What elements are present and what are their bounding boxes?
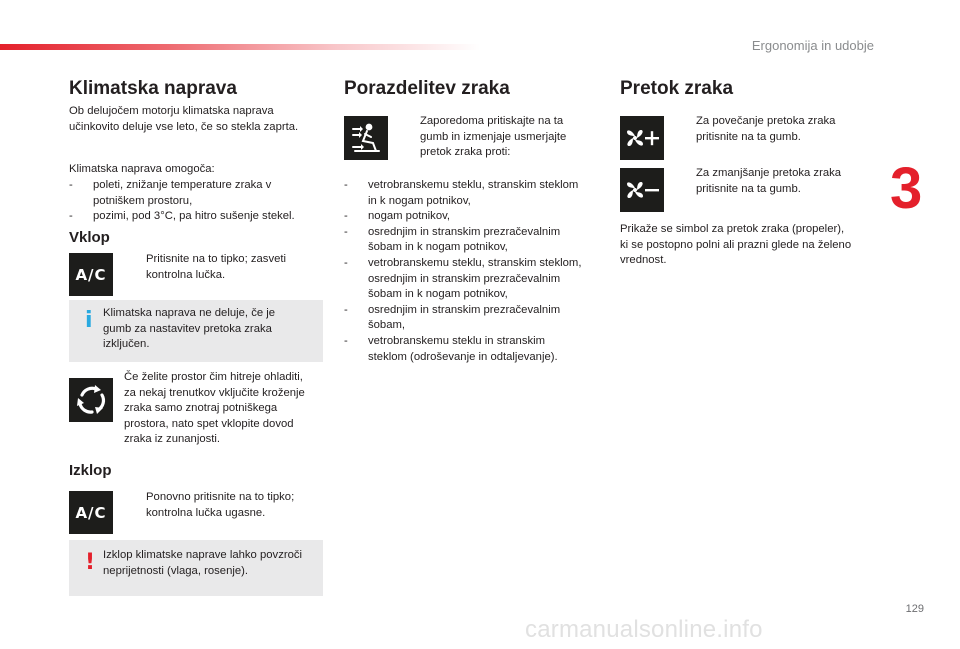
fan-plus-icon — [620, 116, 664, 160]
list-item: - nogam potnikov, — [344, 209, 604, 225]
info-icon: i — [85, 308, 93, 333]
porazdelitev-step: Zaporedoma pritiskajte na ta gumb in izmenjaje usmerjajte pretok zraka proti: — [420, 115, 567, 159]
pretok-decrease-step: Za zmanjšanje pretoka zraka pritisnite na ta gumb. — [696, 167, 842, 195]
porazdelitev-list — [344, 178, 604, 365]
klimatska-intro: Ob delujočem motorju klimatska naprava učinkovito deluje vse leto, če so stekla zaprta. — [69, 105, 299, 133]
ac-label: A/C — [75, 265, 107, 284]
list-item: - vetrobranskemu steklu, stranskim steklom, osrednjim in stranskim prezračevalnim šobam in k nogam potnikov, — [344, 256, 604, 303]
page-number: 129 — [905, 603, 924, 615]
klimatska-list — [69, 178, 329, 225]
recirc-text: Če želite prostor čim hitreje ohladiti, za nekaj trenutkov vključite kroženje zraka samo znotraj potniškega prostora, nato spet vklopite dovod zraka iz zunanjosti. — [124, 371, 305, 446]
info-note — [69, 300, 323, 362]
pretok-increase-step: Za povečanje pretoka zraka pritisnite na ta gumb. — [696, 115, 836, 143]
warning-note — [69, 540, 323, 596]
warning-icon: ! — [85, 550, 96, 575]
header-accent-bar — [0, 44, 480, 50]
izklop-step: Ponovno pritisnite na to tipko; kontrolna lučka ugasne. — [146, 491, 295, 519]
list-item: - osrednjim in stranskim prezračevalnim šobam, — [344, 303, 604, 334]
info-text: Klimatska naprava ne deluje, če je gumb za nastavitev pretoka zraka izključen. — [103, 307, 276, 351]
warning-text: Izklop klimatske naprave lahko povzroči neprijetnosti (vlaga, rosenje). — [103, 549, 303, 577]
porazdelitev-title: Porazdelitev zraka — [344, 78, 510, 99]
klimatska-title: Klimatska naprava — [69, 78, 237, 99]
klimatska-enables: Klimatska naprava omogoča: — [69, 163, 215, 175]
list-item: - poleti, znižanje temperature zraka v potniškem prostoru, — [69, 178, 329, 209]
ac-off-button-icon — [69, 491, 113, 534]
chapter-number: 3 — [890, 156, 923, 221]
vklop-title: Vklop — [69, 229, 110, 246]
recirculation-icon — [69, 378, 113, 422]
pretok-description: Prikaže se simbol za pretok zraka (propeler), ki se postopno polni ali prazni glede na želeno vrednost. — [620, 223, 852, 267]
section-title: Ergonomija in udobje — [751, 38, 874, 53]
list-item: - pozimi, pod 3°C, pa hitro sušenje stekel. — [69, 209, 329, 225]
ac-on-button-icon — [69, 253, 113, 296]
ac-label: A/C — [75, 503, 107, 522]
air-distribution-icon — [344, 116, 388, 160]
fan-minus-icon — [620, 168, 664, 212]
vklop-step: Pritisnite na to tipko; zasveti kontrolna lučka. — [146, 253, 287, 281]
list-item: - osrednjim in stranskim prezračevalnim šobam in k nogam potnikov, — [344, 225, 604, 256]
watermark: carmanualsonline.info — [525, 616, 763, 643]
list-item: - vetrobranskemu steklu, stranskim steklom in k nogam potnikov, — [344, 178, 604, 209]
pretok-title: Pretok zraka — [620, 78, 734, 99]
izklop-title: Izklop — [69, 462, 112, 479]
list-item: - vetrobranskemu steklu in stranskim steklom (odroševanje in odtaljevanje). — [344, 334, 604, 365]
